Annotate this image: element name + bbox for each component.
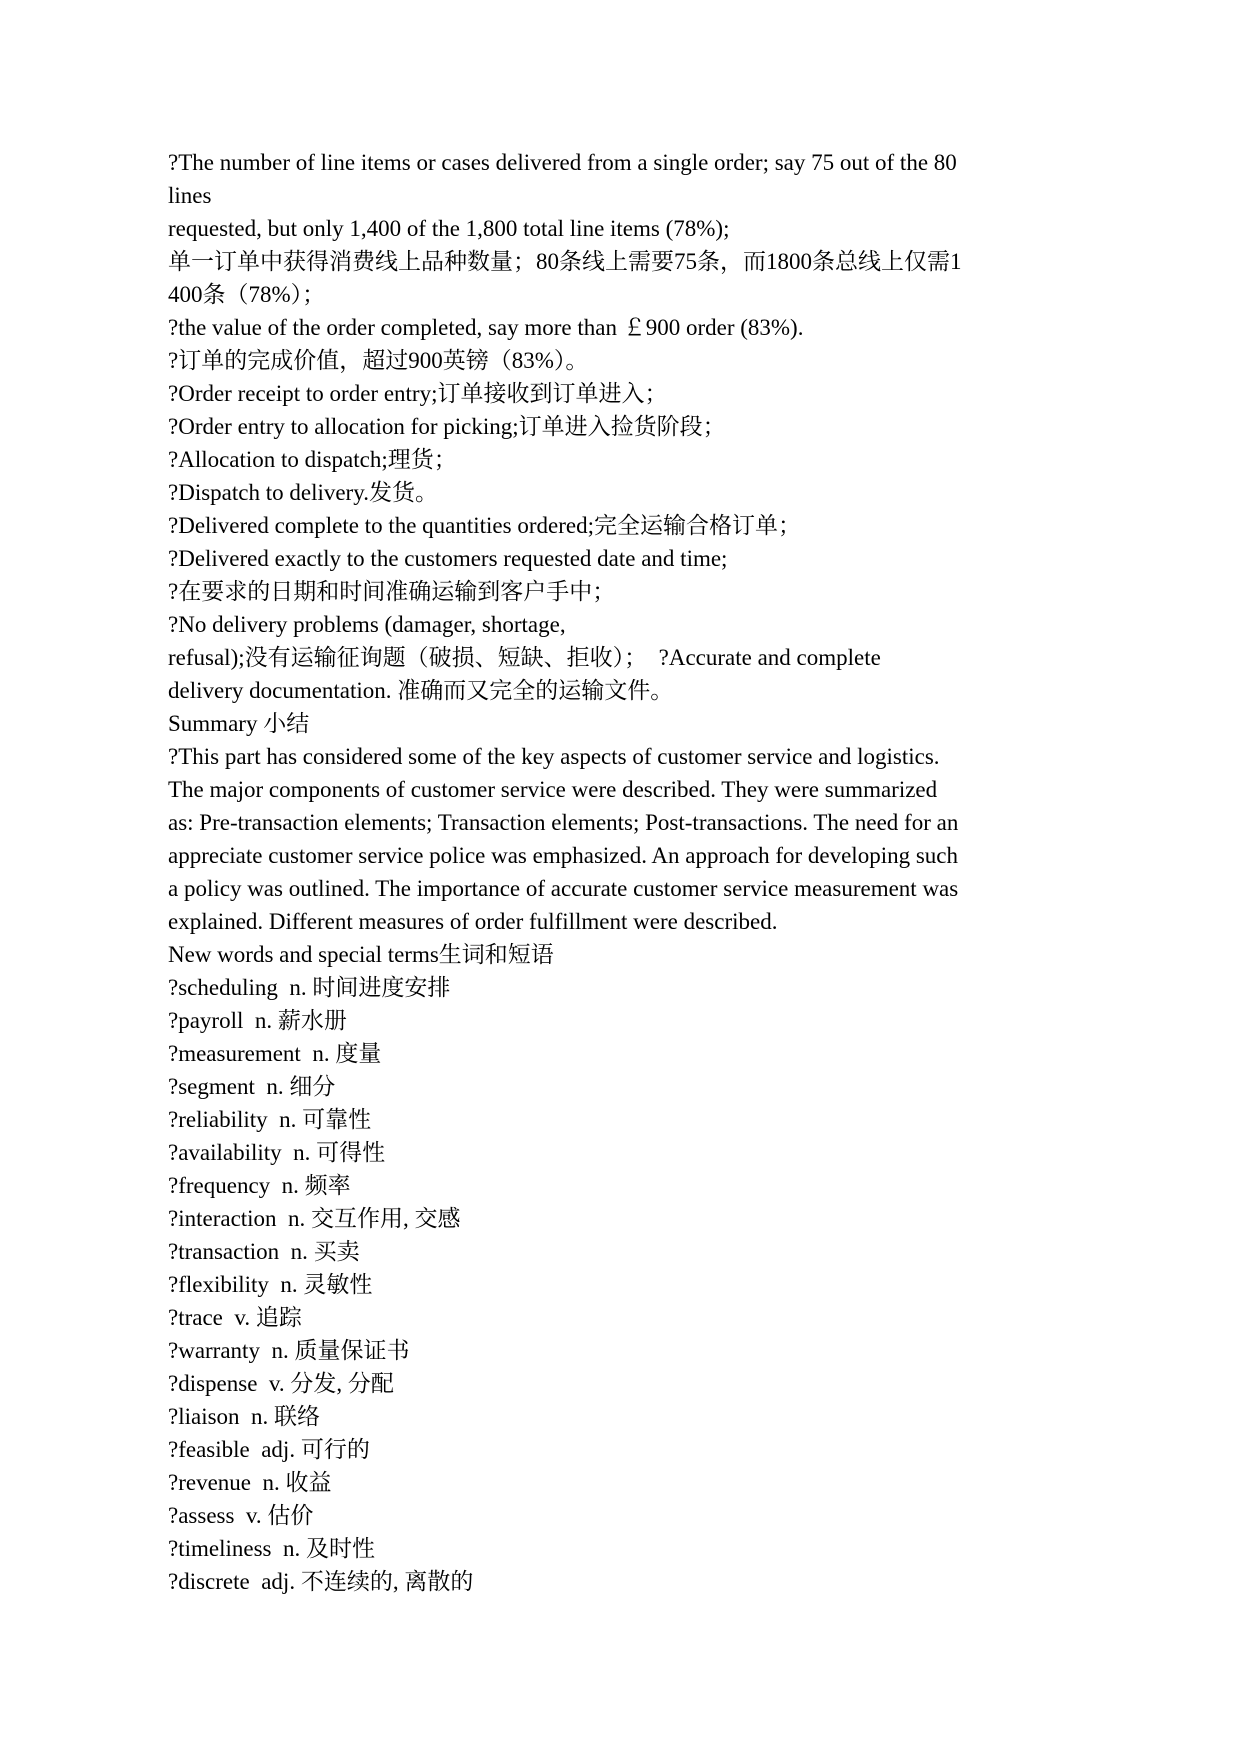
text-line: New words and special terms生词和短语 (168, 942, 554, 967)
text-line: ?measurement n. 度量 (168, 1041, 382, 1066)
text-line: ?payroll n. 薪水册 (168, 1008, 347, 1033)
text-line: explained. Different measures of order fulfillment were described. (168, 909, 778, 934)
text-line: refusal);没有运输征询题（破损、短缺、拒收）； ?Accurate and complete (168, 645, 881, 670)
text-line: ?liaison n. 联络 (168, 1404, 321, 1429)
text-line: ?availability n. 可得性 (168, 1140, 386, 1165)
text-line: ?timeliness n. 及时性 (168, 1536, 375, 1561)
text-line: ?warranty n. 质量保证书 (168, 1338, 410, 1363)
text-line: ?revenue n. 收益 (168, 1470, 332, 1495)
text-line: ?在要求的日期和时间准确运输到客户手中； (168, 579, 616, 604)
text-line: ?This part has considered some of the key aspects of customer service and logistics. (168, 744, 940, 769)
text-line: ?Allocation to dispatch;理货； (168, 447, 457, 472)
text-line: a policy was outlined. The importance of accurate customer service measurement was (168, 876, 959, 901)
text-block (168, 146, 1228, 1598)
text-line: appreciate customer service police was emphasized. An approach for developing such (168, 843, 958, 868)
text-line: ?segment n. 细分 (168, 1074, 336, 1099)
text-line: 400条（78%）； (168, 282, 326, 307)
text-line: ?dispense v. 分发, 分配 (168, 1371, 394, 1396)
text-line: lines (168, 183, 212, 208)
text-line: ?trace v. 追踪 (168, 1305, 302, 1330)
text-line: ?discrete adj. 不连续的, 离散的 (168, 1569, 474, 1594)
text-line: ?订单的完成价值，超过900英镑（83%）。 (168, 348, 589, 373)
text-line: The major components of customer service were described. They were summarized (168, 777, 938, 802)
text-line: as: Pre-transaction elements; Transaction elements; Post-transactions. The need for an (168, 810, 959, 835)
text-line: ?Order receipt to order entry;订单接收到订单进入； (168, 381, 668, 406)
text-line: ?the value of the order completed, say more than ￡900 order (83%). (168, 315, 804, 340)
text-line: delivery documentation. 准确而又完全的运输文件。 (168, 678, 674, 703)
text-line: ?frequency n. 频率 (168, 1173, 351, 1198)
text-line: ?assess v. 估价 (168, 1503, 314, 1528)
text-line: ?feasible adj. 可行的 (168, 1437, 370, 1462)
text-line: ?The number of line items or cases delivered from a single order; say 75 out of the 80 (168, 150, 957, 175)
text-line: ?transaction n. 买卖 (168, 1239, 360, 1264)
text-line: Summary 小结 (168, 711, 310, 736)
text-line: requested, but only 1,400 of the 1,800 total line items (78%); (168, 216, 730, 241)
text-line: ?reliability n. 可靠性 (168, 1107, 372, 1132)
text-line: ?scheduling n. 时间进度安排 (168, 975, 451, 1000)
text-line: ?Order entry to allocation for picking;订单进入捡货阶段； (168, 414, 726, 439)
text-line: ?flexibility n. 灵敏性 (168, 1272, 373, 1297)
text-line: 单一订单中获得消费线上品种数量；80条线上需要75条，而1800条总线上仅需1 (168, 249, 962, 274)
text-line: ?No delivery problems (damager, shortage, (168, 612, 566, 637)
text-line: ?Delivered complete to the quantities ordered;完全运输合格订单； (168, 513, 801, 538)
text-line: ?interaction n. 交互作用, 交感 (168, 1206, 461, 1231)
text-line: ?Delivered exactly to the customers requested date and time; (168, 546, 728, 571)
text-line: ?Dispatch to delivery.发货。 (168, 480, 438, 505)
